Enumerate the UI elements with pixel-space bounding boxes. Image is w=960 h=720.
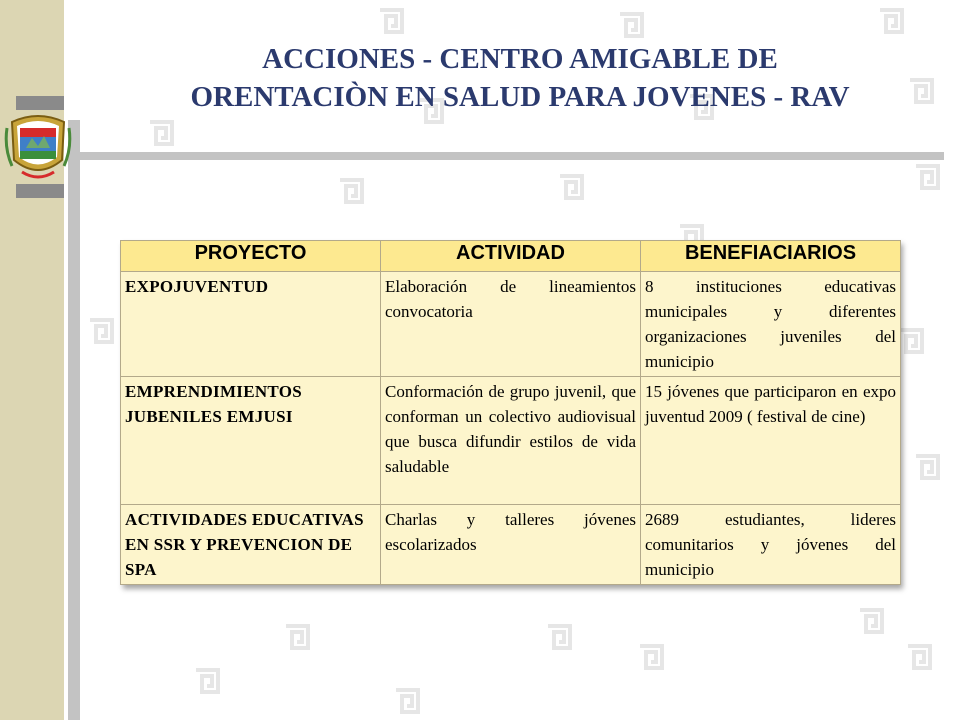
- greek-key-tile: [286, 626, 308, 648]
- table-row: [121, 377, 901, 505]
- greek-key-tile: [640, 646, 662, 668]
- left-vertical-rule: [68, 120, 80, 720]
- cell-beneficiarios: 8 instituciones educativas municipales y diferentes organizaciones juveniles del municipio: [641, 272, 901, 377]
- table-header-row: [121, 241, 901, 272]
- cell-proyecto: EMPRENDIMIENTOS JUBENILES EMJUSI: [121, 377, 381, 505]
- greek-key-tile: [916, 166, 938, 188]
- greek-key-tile: [908, 646, 930, 668]
- slide-title: [90, 40, 950, 116]
- actions-table-container: [120, 240, 900, 585]
- title-underline-rule: [68, 152, 944, 160]
- greek-key-tile: [340, 180, 362, 202]
- municipal-coat-of-arms-icon: [4, 108, 72, 188]
- cell-beneficiarios: 2689 estudiantes, lideres comunitarios y jóvenes del municipio: [641, 505, 901, 585]
- header-actividad: ACTIVIDAD: [381, 241, 641, 272]
- greek-key-tile: [90, 320, 112, 342]
- greek-key-tile: [150, 122, 172, 144]
- title-line-2: ORENTACIÒN EN SALUD PARA JOVENES - RAV: [190, 81, 850, 113]
- table-row: [121, 505, 901, 585]
- greek-key-tile: [900, 330, 922, 352]
- greek-key-tile: [196, 670, 218, 692]
- cell-beneficiarios: 15 jóvenes que participaron en expo juventud 2009 ( festival de cine): [641, 377, 901, 505]
- cell-actividad: Elaboración de lineamientos convocatoria: [381, 272, 641, 377]
- cell-actividad: Charlas y talleres jóvenes escolarizados: [381, 505, 641, 585]
- greek-key-tile: [916, 456, 938, 478]
- cell-proyecto: EXPOJUVENTUD: [121, 272, 381, 377]
- table-row: [121, 272, 901, 377]
- greek-key-tile: [396, 690, 418, 712]
- greek-key-tile: [880, 10, 902, 32]
- title-line-1: ACCIONES - CENTRO AMIGABLE DE: [262, 43, 778, 75]
- greek-key-tile: [560, 176, 582, 198]
- cell-actividad: Conformación de grupo juvenil, que conforman un colectivo audiovisual que busca difundir estilos de vida saludable: [381, 377, 641, 505]
- actions-table: [120, 240, 901, 585]
- greek-key-tile: [860, 610, 882, 632]
- cell-proyecto: ACTIVIDADES EDUCATIVAS EN SSR Y PREVENCION DE SPA: [121, 505, 381, 585]
- greek-key-tile: [548, 626, 570, 648]
- header-proyecto: PROYECTO: [121, 241, 381, 272]
- greek-key-tile: [620, 14, 642, 36]
- header-beneficiarios: BENEFIACIARIOS: [641, 241, 901, 272]
- greek-key-tile: [380, 10, 402, 32]
